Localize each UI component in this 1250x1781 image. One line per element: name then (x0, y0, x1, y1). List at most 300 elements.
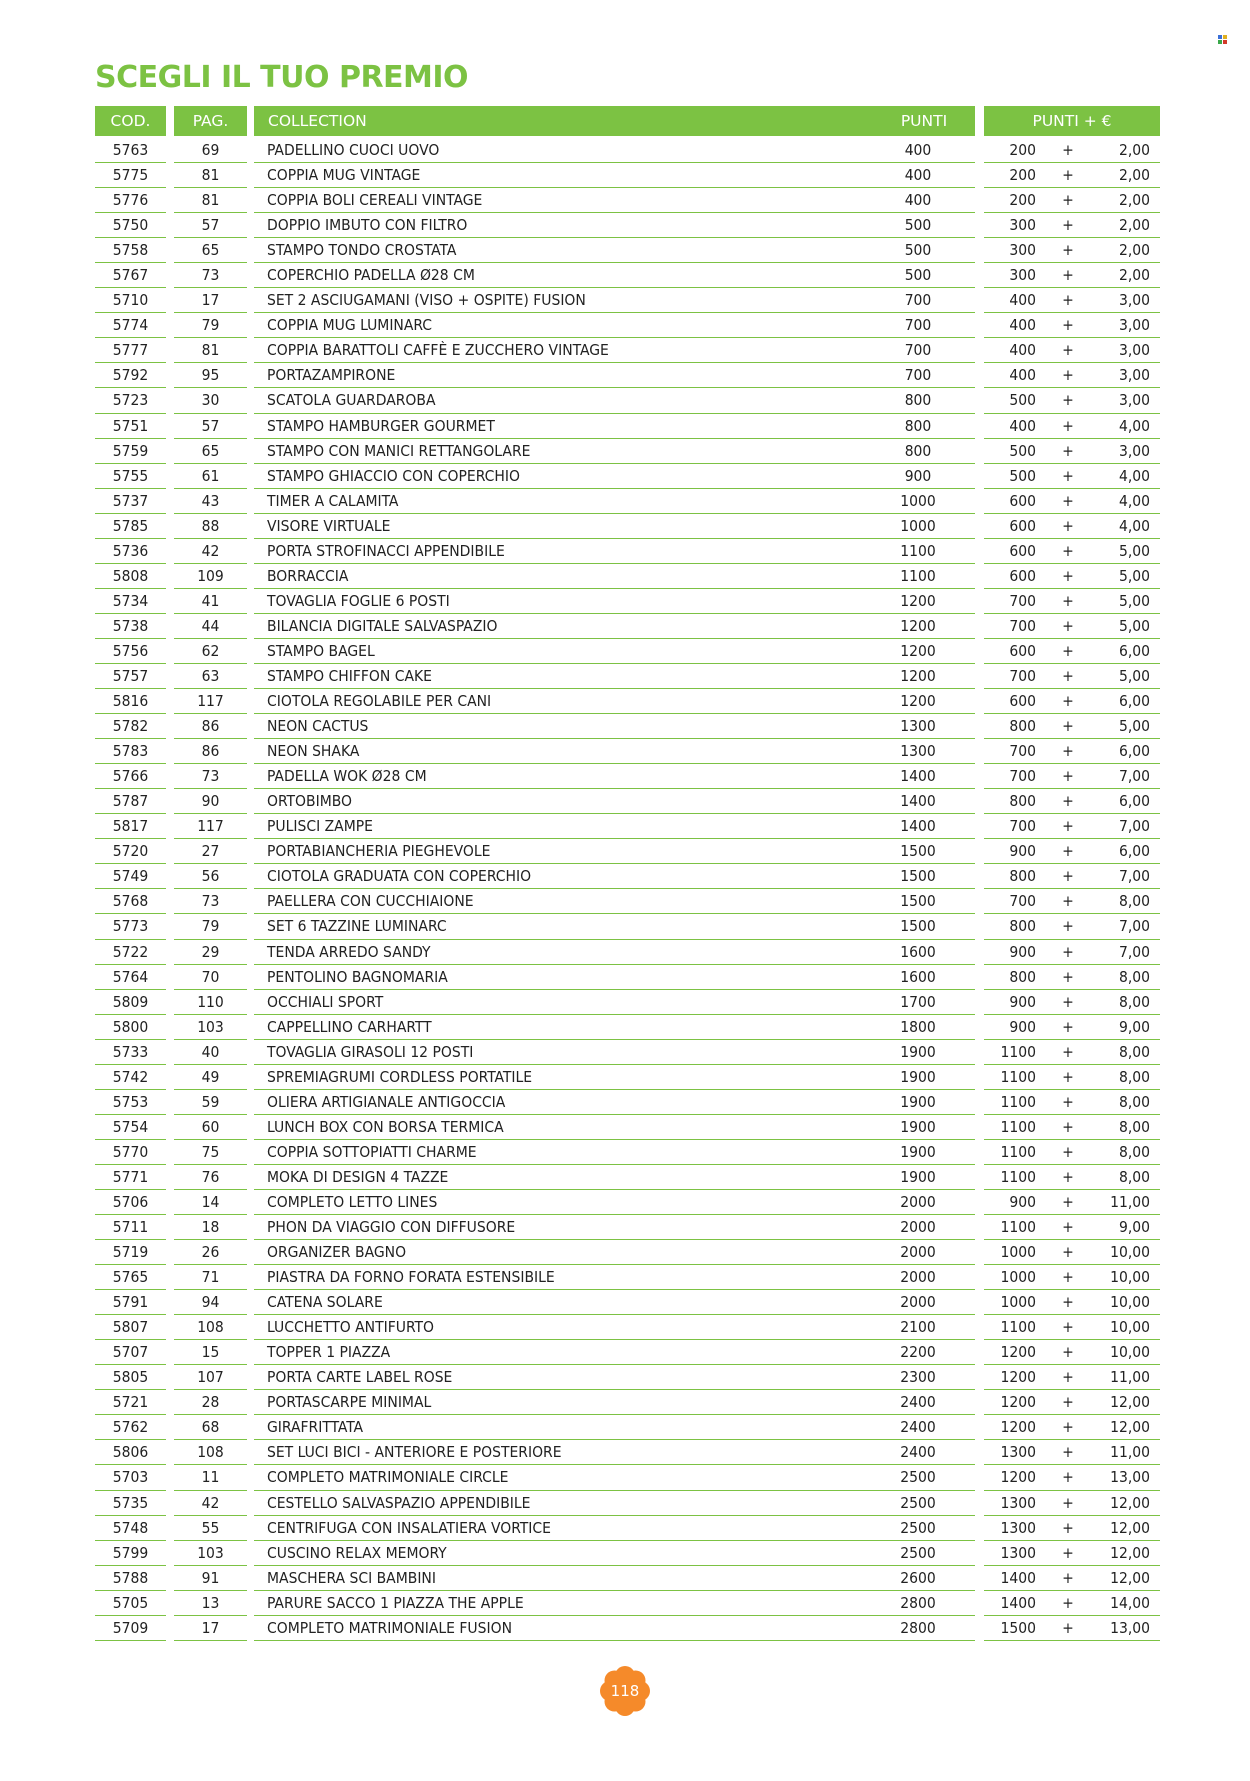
cell-alt-punti: 1300 (1000, 1518, 1036, 1537)
cell-punti: 400 (904, 141, 932, 159)
table-row (0, 363, 1250, 388)
cell-collection: COPERCHIO PADELLA Ø28 CM (254, 263, 975, 288)
cell-punti-euro (984, 539, 1160, 564)
cell-pag: 71 (174, 1265, 247, 1290)
table-row (0, 1440, 1250, 1465)
cell-cod: 5721 (95, 1390, 166, 1415)
cell-pag: 28 (174, 1390, 247, 1415)
table-row (0, 1315, 1250, 1340)
cell-cod: 5783 (95, 739, 166, 764)
table-row (0, 1265, 1250, 1290)
cell-punti: 1500 (900, 917, 936, 936)
cell-collection: LUCCHETTO ANTIFURTO (254, 1315, 975, 1340)
cell-pag: 62 (174, 639, 247, 664)
cell-pag: 49 (174, 1065, 247, 1090)
cell-plus: + (1062, 141, 1074, 159)
cell-pag: 79 (174, 313, 247, 338)
cell-collection: GIRAFRITTATA (254, 1415, 975, 1440)
cell-alt-punti: 1100 (1000, 1117, 1036, 1136)
cell-punti-euro (984, 614, 1160, 639)
cell-pag: 13 (174, 1591, 247, 1616)
cell-alt-punti: 600 (1009, 641, 1036, 660)
cell-punti: 2000 (900, 1192, 936, 1211)
cell-euro: 11,00 (1110, 1443, 1150, 1462)
cell-collection: TIMER A CALAMITA (254, 489, 975, 514)
cell-plus: + (1062, 1443, 1074, 1462)
cell-pag: 15 (174, 1340, 247, 1365)
cell-collection: STAMPO GHIACCIO CON COPERCHIO (254, 464, 975, 489)
cell-punti-euro (984, 1415, 1160, 1440)
cell-pag: 60 (174, 1115, 247, 1140)
cell-punti-euro (984, 965, 1160, 990)
cell-punti: 2800 (900, 1593, 936, 1612)
cell-punti-euro (984, 1315, 1160, 1340)
cell-euro: 7,00 (1118, 817, 1150, 836)
cell-punti-euro (984, 263, 1160, 288)
cell-punti: 2100 (900, 1318, 936, 1337)
cell-pag: 117 (174, 689, 247, 714)
cell-euro: 8,00 (1118, 1067, 1150, 1086)
cell-punti-euro (984, 414, 1160, 439)
cell-cod: 5809 (95, 990, 166, 1015)
cell-punti-euro (984, 1015, 1160, 1040)
cell-alt-punti: 600 (1009, 566, 1036, 585)
cell-plus: + (1062, 1493, 1074, 1512)
prize-table (0, 138, 1250, 1641)
cell-pag: 68 (174, 1415, 247, 1440)
cell-collection: COPPIA BOLI CEREALI VINTAGE (254, 188, 975, 213)
cell-punti-euro (984, 1215, 1160, 1240)
cell-euro: 4,00 (1118, 416, 1150, 435)
cell-plus: + (1062, 992, 1074, 1011)
cell-cod: 5748 (95, 1516, 166, 1541)
cell-cod: 5756 (95, 639, 166, 664)
cell-plus: + (1062, 1318, 1074, 1337)
cell-plus: + (1062, 1293, 1074, 1312)
cell-punti-euro (984, 213, 1160, 238)
cell-punti-euro (984, 1140, 1160, 1165)
cell-collection: TENDA ARREDO SANDY (254, 940, 975, 965)
cell-punti-euro (984, 1340, 1160, 1365)
cell-alt-punti: 1100 (1000, 1042, 1036, 1061)
cell-punti: 2400 (900, 1443, 936, 1462)
cell-plus: + (1062, 742, 1074, 761)
cell-plus: + (1062, 1593, 1074, 1612)
table-row (0, 388, 1250, 413)
cell-plus: + (1062, 1092, 1074, 1111)
cell-cod: 5787 (95, 789, 166, 814)
cell-plus: + (1062, 541, 1074, 560)
cell-cod: 5719 (95, 1240, 166, 1265)
cell-pag: 55 (174, 1516, 247, 1541)
cell-plus: + (1062, 491, 1074, 510)
cell-pag: 14 (174, 1190, 247, 1215)
cell-collection: CESTELLO SALVASPAZIO APPENDIBILE (254, 1491, 975, 1516)
cell-collection: OCCHIALI SPORT (254, 990, 975, 1015)
cell-cod: 5767 (95, 263, 166, 288)
table-row (0, 1390, 1250, 1415)
cell-collection: CENTRIFUGA CON INSALATIERA VORTICE (254, 1516, 975, 1541)
table-row (0, 739, 1250, 764)
cell-collection: SET 6 TAZZINE LUMINARC (254, 914, 975, 939)
cell-collection: SCATOLA GUARDAROBA (254, 388, 975, 413)
cell-punti-euro (984, 313, 1160, 338)
cell-alt-punti: 600 (1009, 516, 1036, 535)
cell-pag: 70 (174, 965, 247, 990)
cell-alt-punti: 300 (1009, 241, 1036, 260)
cell-plus: + (1062, 1243, 1074, 1262)
cell-collection: COMPLETO MATRIMONIALE FUSION (254, 1616, 975, 1641)
cell-plus: + (1062, 1418, 1074, 1437)
cell-punti-euro (984, 664, 1160, 689)
cell-plus: + (1062, 266, 1074, 285)
cell-alt-punti: 1200 (1000, 1343, 1036, 1362)
cell-collection: STAMPO TONDO CROSTATA (254, 238, 975, 263)
cell-alt-punti: 800 (1009, 867, 1036, 886)
cell-collection: CIOTOLA GRADUATA CON COPERCHIO (254, 864, 975, 889)
cell-plus: + (1062, 917, 1074, 936)
cell-alt-punti: 900 (1009, 842, 1036, 861)
cell-euro: 6,00 (1118, 641, 1150, 660)
cell-collection: VISORE VIRTUALE (254, 514, 975, 539)
cell-alt-punti: 500 (1009, 441, 1036, 460)
cell-cod: 5775 (95, 163, 166, 188)
table-row (0, 714, 1250, 739)
cell-euro: 5,00 (1118, 616, 1150, 635)
cell-alt-punti: 700 (1009, 817, 1036, 836)
cell-cod: 5774 (95, 313, 166, 338)
cell-punti-euro (984, 990, 1160, 1015)
cell-collection: PORTABIANCHERIA PIEGHEVOLE (254, 839, 975, 864)
cell-collection: TOVAGLIA GIRASOLI 12 POSTI (254, 1040, 975, 1065)
cell-pag: 110 (174, 990, 247, 1015)
cell-collection: CUSCINO RELAX MEMORY (254, 1541, 975, 1566)
cell-plus: + (1062, 466, 1074, 485)
cell-punti-euro (984, 789, 1160, 814)
cell-euro: 8,00 (1118, 1117, 1150, 1136)
cell-euro: 12,00 (1110, 1393, 1150, 1412)
cell-pag: 117 (174, 814, 247, 839)
cell-euro: 3,00 (1118, 291, 1150, 310)
cell-euro: 8,00 (1118, 1042, 1150, 1061)
cell-punti: 1900 (900, 1167, 936, 1186)
cell-collection: PENTOLINO BAGNOMARIA (254, 965, 975, 990)
cell-pag: 18 (174, 1215, 247, 1240)
cell-euro: 3,00 (1118, 366, 1150, 385)
cell-cod: 5709 (95, 1616, 166, 1641)
cell-alt-punti: 1400 (1000, 1593, 1036, 1612)
cell-euro: 7,00 (1118, 867, 1150, 886)
table-row (0, 263, 1250, 288)
table-row (0, 539, 1250, 564)
cell-cod: 5792 (95, 363, 166, 388)
cell-punti-euro (984, 238, 1160, 263)
cell-punti-euro (984, 1090, 1160, 1115)
cell-euro: 8,00 (1118, 1167, 1150, 1186)
cell-punti: 2200 (900, 1343, 936, 1362)
header-punti: PUNTI (900, 112, 948, 130)
cell-collection: CAPPELLINO CARHARTT (254, 1015, 975, 1040)
table-row (0, 1165, 1250, 1190)
cell-punti-euro (984, 1290, 1160, 1315)
cell-pag: 109 (174, 564, 247, 589)
cell-cod: 5817 (95, 814, 166, 839)
cell-punti: 2500 (900, 1468, 936, 1487)
cell-collection: BORRACCIA (254, 564, 975, 589)
cell-collection: PADELLINO CUOCI UOVO (254, 138, 975, 163)
table-row (0, 414, 1250, 439)
cell-plus: + (1062, 391, 1074, 410)
table-row (0, 338, 1250, 363)
cell-alt-punti: 900 (1009, 1017, 1036, 1036)
cell-alt-punti: 200 (1009, 166, 1036, 185)
cell-collection: PIASTRA DA FORNO FORATA ESTENSIBILE (254, 1265, 975, 1290)
cell-euro: 5,00 (1118, 566, 1150, 585)
cell-collection: OLIERA ARTIGIANALE ANTIGOCCIA (254, 1090, 975, 1115)
cell-alt-punti: 1100 (1000, 1142, 1036, 1161)
cell-euro: 12,00 (1110, 1568, 1150, 1587)
cell-euro: 2,00 (1118, 191, 1150, 210)
cell-euro: 4,00 (1118, 466, 1150, 485)
table-row (0, 1365, 1250, 1390)
cell-cod: 5816 (95, 689, 166, 714)
cell-euro: 10,00 (1110, 1268, 1150, 1287)
cell-collection: NEON SHAKA (254, 739, 975, 764)
cell-pag: 40 (174, 1040, 247, 1065)
header-collection-label: COLLECTION (268, 112, 367, 130)
cell-punti-euro (984, 1566, 1160, 1591)
cell-punti: 2000 (900, 1218, 936, 1237)
cell-euro: 7,00 (1118, 917, 1150, 936)
cell-alt-punti: 400 (1009, 366, 1036, 385)
cell-euro: 10,00 (1110, 1318, 1150, 1337)
color-mark-icon (1218, 35, 1227, 44)
cell-punti: 500 (904, 266, 932, 285)
cell-punti-euro (984, 1065, 1160, 1090)
table-row (0, 1015, 1250, 1040)
cell-euro: 12,00 (1110, 1543, 1150, 1562)
cell-plus: + (1062, 166, 1074, 185)
cell-punti-euro (984, 1265, 1160, 1290)
table-row (0, 1140, 1250, 1165)
cell-punti-euro (984, 1190, 1160, 1215)
cell-plus: + (1062, 566, 1074, 585)
cell-collection: PAELLERA CON CUCCHIAIONE (254, 889, 975, 914)
table-row (0, 1516, 1250, 1541)
cell-collection: DOPPIO IMBUTO CON FILTRO (254, 213, 975, 238)
cell-punti-euro (984, 1616, 1160, 1641)
cell-punti-euro (984, 739, 1160, 764)
cell-euro: 5,00 (1118, 666, 1150, 685)
cell-punti-euro (984, 188, 1160, 213)
header-collection (254, 106, 975, 136)
cell-punti-euro (984, 514, 1160, 539)
cell-punti-euro (984, 338, 1160, 363)
cell-punti-euro (984, 1390, 1160, 1415)
cell-alt-punti: 600 (1009, 692, 1036, 711)
cell-pag: 90 (174, 789, 247, 814)
cell-punti: 2300 (900, 1368, 936, 1387)
cell-punti-euro (984, 814, 1160, 839)
cell-euro: 13,00 (1110, 1618, 1150, 1637)
cell-collection: NEON CACTUS (254, 714, 975, 739)
cell-pag: 73 (174, 764, 247, 789)
cell-punti: 1100 (900, 541, 936, 560)
cell-collection: ORGANIZER BAGNO (254, 1240, 975, 1265)
cell-euro: 5,00 (1118, 717, 1150, 736)
cell-punti-euro (984, 940, 1160, 965)
cell-euro: 10,00 (1110, 1293, 1150, 1312)
table-row (0, 639, 1250, 664)
cell-euro: 8,00 (1118, 967, 1150, 986)
cell-cod: 5736 (95, 539, 166, 564)
cell-collection: TOPPER 1 PIAZZA (254, 1340, 975, 1365)
cell-punti: 1600 (900, 942, 936, 961)
cell-pag: 75 (174, 1140, 247, 1165)
cell-alt-punti: 700 (1009, 767, 1036, 786)
cell-punti: 1200 (900, 616, 936, 635)
cell-plus: + (1062, 1218, 1074, 1237)
cell-alt-punti: 500 (1009, 466, 1036, 485)
cell-cod: 5749 (95, 864, 166, 889)
cell-alt-punti: 400 (1009, 316, 1036, 335)
cell-euro: 3,00 (1118, 441, 1150, 460)
cell-alt-punti: 800 (1009, 792, 1036, 811)
table-row (0, 914, 1250, 939)
cell-punti: 2800 (900, 1618, 936, 1637)
cell-alt-punti: 700 (1009, 616, 1036, 635)
cell-pag: 17 (174, 288, 247, 313)
cell-pag: 108 (174, 1315, 247, 1340)
cell-alt-punti: 700 (1009, 666, 1036, 685)
cell-collection: CIOTOLA REGOLABILE PER CANI (254, 689, 975, 714)
cell-cod: 5785 (95, 514, 166, 539)
cell-punti-euro (984, 439, 1160, 464)
cell-cod: 5735 (95, 1491, 166, 1516)
cell-pag: 26 (174, 1240, 247, 1265)
cell-euro: 3,00 (1118, 391, 1150, 410)
cell-cod: 5750 (95, 213, 166, 238)
cell-punti: 1000 (900, 491, 936, 510)
table-row (0, 1591, 1250, 1616)
cell-euro: 8,00 (1118, 892, 1150, 911)
cell-cod: 5723 (95, 388, 166, 413)
cell-punti-euro (984, 288, 1160, 313)
cell-alt-punti: 900 (1009, 1192, 1036, 1211)
cell-pag: 103 (174, 1015, 247, 1040)
cell-punti: 500 (904, 216, 932, 235)
cell-plus: + (1062, 842, 1074, 861)
cell-punti: 1500 (900, 842, 936, 861)
cell-cod: 5770 (95, 1140, 166, 1165)
cell-euro: 6,00 (1118, 692, 1150, 711)
cell-punti: 2000 (900, 1268, 936, 1287)
cell-collection: STAMPO CHIFFON CAKE (254, 664, 975, 689)
cell-plus: + (1062, 1167, 1074, 1186)
cell-pag: 81 (174, 163, 247, 188)
cell-punti: 700 (904, 341, 932, 360)
cell-pag: 56 (174, 864, 247, 889)
cell-plus: + (1062, 641, 1074, 660)
cell-euro: 6,00 (1118, 842, 1150, 861)
cell-plus: + (1062, 1192, 1074, 1211)
cell-euro: 7,00 (1118, 767, 1150, 786)
cell-punti-euro (984, 1165, 1160, 1190)
cell-plus: + (1062, 191, 1074, 210)
cell-punti: 1200 (900, 666, 936, 685)
cell-plus: + (1062, 591, 1074, 610)
cell-plus: + (1062, 216, 1074, 235)
cell-euro: 11,00 (1110, 1368, 1150, 1387)
cell-cod: 5800 (95, 1015, 166, 1040)
cell-punti: 800 (904, 416, 932, 435)
cell-plus: + (1062, 1393, 1074, 1412)
cell-punti-euro (984, 564, 1160, 589)
cell-punti: 1800 (900, 1017, 936, 1036)
table-row (0, 814, 1250, 839)
cell-punti-euro (984, 714, 1160, 739)
cell-plus: + (1062, 441, 1074, 460)
cell-pag: 81 (174, 188, 247, 213)
cell-punti: 2500 (900, 1543, 936, 1562)
cell-collection: STAMPO BAGEL (254, 639, 975, 664)
cell-cod: 5758 (95, 238, 166, 263)
cell-euro: 6,00 (1118, 792, 1150, 811)
cell-alt-punti: 1000 (1000, 1243, 1036, 1262)
cell-pag: 65 (174, 439, 247, 464)
cell-punti-euro (984, 464, 1160, 489)
cell-euro: 8,00 (1118, 1142, 1150, 1161)
cell-cod: 5754 (95, 1115, 166, 1140)
cell-euro: 2,00 (1118, 241, 1150, 260)
cell-punti: 1900 (900, 1142, 936, 1161)
cell-alt-punti: 1200 (1000, 1368, 1036, 1387)
cell-pag: 17 (174, 1616, 247, 1641)
cell-pag: 29 (174, 940, 247, 965)
cell-cod: 5734 (95, 589, 166, 614)
table-row (0, 614, 1250, 639)
cell-punti-euro (984, 864, 1160, 889)
cell-euro: 13,00 (1110, 1468, 1150, 1487)
cell-punti: 2500 (900, 1493, 936, 1512)
cell-cod: 5763 (95, 138, 166, 163)
cell-cod: 5782 (95, 714, 166, 739)
cell-euro: 12,00 (1110, 1518, 1150, 1537)
cell-pag: 76 (174, 1165, 247, 1190)
table-row (0, 1340, 1250, 1365)
cell-cod: 5806 (95, 1440, 166, 1465)
cell-collection: STAMPO CON MANICI RETTANGOLARE (254, 439, 975, 464)
cell-punti: 2000 (900, 1243, 936, 1262)
cell-punti-euro (984, 1115, 1160, 1140)
cell-cod: 5773 (95, 914, 166, 939)
cell-euro: 8,00 (1118, 1092, 1150, 1111)
cell-punti: 1900 (900, 1092, 936, 1111)
cell-alt-punti: 1100 (1000, 1318, 1036, 1337)
cell-alt-punti: 800 (1009, 717, 1036, 736)
cell-euro: 2,00 (1118, 166, 1150, 185)
cell-plus: + (1062, 1543, 1074, 1562)
cell-alt-punti: 400 (1009, 291, 1036, 310)
cell-plus: + (1062, 817, 1074, 836)
table-row (0, 514, 1250, 539)
cell-cod: 5807 (95, 1315, 166, 1340)
cell-plus: + (1062, 516, 1074, 535)
cell-punti: 1300 (900, 717, 936, 736)
cell-pag: 30 (174, 388, 247, 413)
cell-cod: 5703 (95, 1465, 166, 1490)
cell-punti: 1600 (900, 967, 936, 986)
